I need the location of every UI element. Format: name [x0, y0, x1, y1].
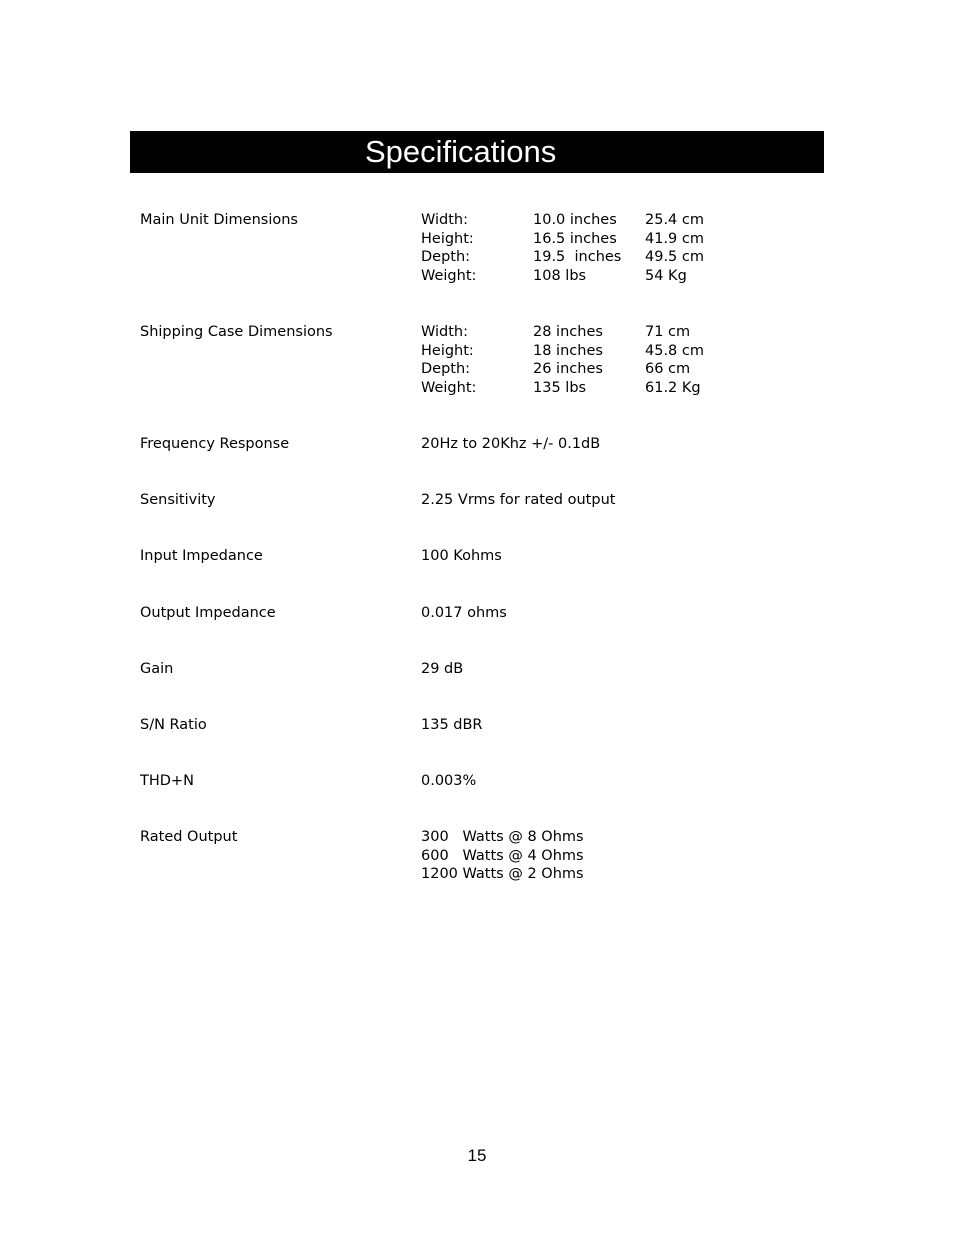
spec-value: 29 dB	[421, 661, 464, 677]
spec-value: 0.017 ohms	[421, 605, 507, 621]
dimension-metric: 49.5 cm	[645, 249, 704, 265]
dimension-name: Weight:	[421, 379, 477, 396]
dimension-imperial: 19.5 inches	[533, 249, 622, 265]
spec-label: Frequency Response	[140, 436, 290, 452]
spec-value: 20Hz to 20Khz +/- 0.1dB	[421, 436, 601, 452]
spec-label: Output Impedance	[140, 605, 276, 621]
dimension-name: Weight:	[421, 267, 477, 284]
spec-value: 0.003%	[421, 773, 477, 789]
dimension-name: Width:	[421, 212, 469, 228]
dimension-imperial: 26 inches	[533, 361, 603, 377]
spec-label: Rated Output	[140, 829, 238, 845]
page-number: 15	[467, 1146, 487, 1165]
dimension-imperial: 16.5 inches	[533, 230, 617, 247]
title-bar	[130, 131, 824, 173]
dimension-metric: 66 cm	[645, 361, 691, 377]
rated-output-line: 1200 Watts @ 2 Ohms	[421, 866, 584, 882]
spec-label: THD+N	[140, 773, 194, 789]
dimension-metric: 45.8 cm	[645, 342, 704, 359]
spec-value: 100 Kohms	[421, 548, 502, 564]
dimension-imperial: 28 inches	[533, 324, 603, 340]
dimension-metric: 61.2 Kg	[645, 379, 701, 396]
dimension-name: Height:	[421, 230, 474, 247]
dimension-imperial: 10.0 inches	[533, 212, 617, 228]
dimension-imperial: 135 lbs	[533, 379, 587, 396]
dimension-imperial: 108 lbs	[533, 267, 587, 284]
spec-label: Gain	[140, 661, 174, 677]
spec-label: Sensitivity	[140, 492, 216, 508]
spec-value: 135 dBR	[421, 717, 483, 733]
dimension-metric: 41.9 cm	[645, 230, 704, 247]
dimension-name: Width:	[421, 324, 469, 340]
spec-label: Main Unit Dimensions	[140, 212, 298, 228]
rated-output-line: 600 Watts @ 4 Ohms	[421, 847, 584, 864]
spec-value: 2.25 Vrms for rated output	[421, 492, 616, 508]
dimension-metric: 71 cm	[645, 324, 691, 340]
dimension-imperial: 18 inches	[533, 342, 603, 359]
dimension-metric: 25.4 cm	[645, 212, 704, 228]
dimension-name: Height:	[421, 342, 474, 359]
spec-label: Input Impedance	[140, 548, 263, 564]
rated-output-line: 300 Watts @ 8 Ohms	[421, 829, 584, 845]
page-title: Specifications	[365, 134, 557, 169]
spec-label: Shipping Case Dimensions	[140, 324, 333, 340]
dimension-name: Depth:	[421, 361, 471, 377]
dimension-metric: 54 Kg	[645, 267, 687, 284]
dimension-name: Depth:	[421, 249, 471, 265]
spec-label: S/N Ratio	[140, 717, 207, 733]
